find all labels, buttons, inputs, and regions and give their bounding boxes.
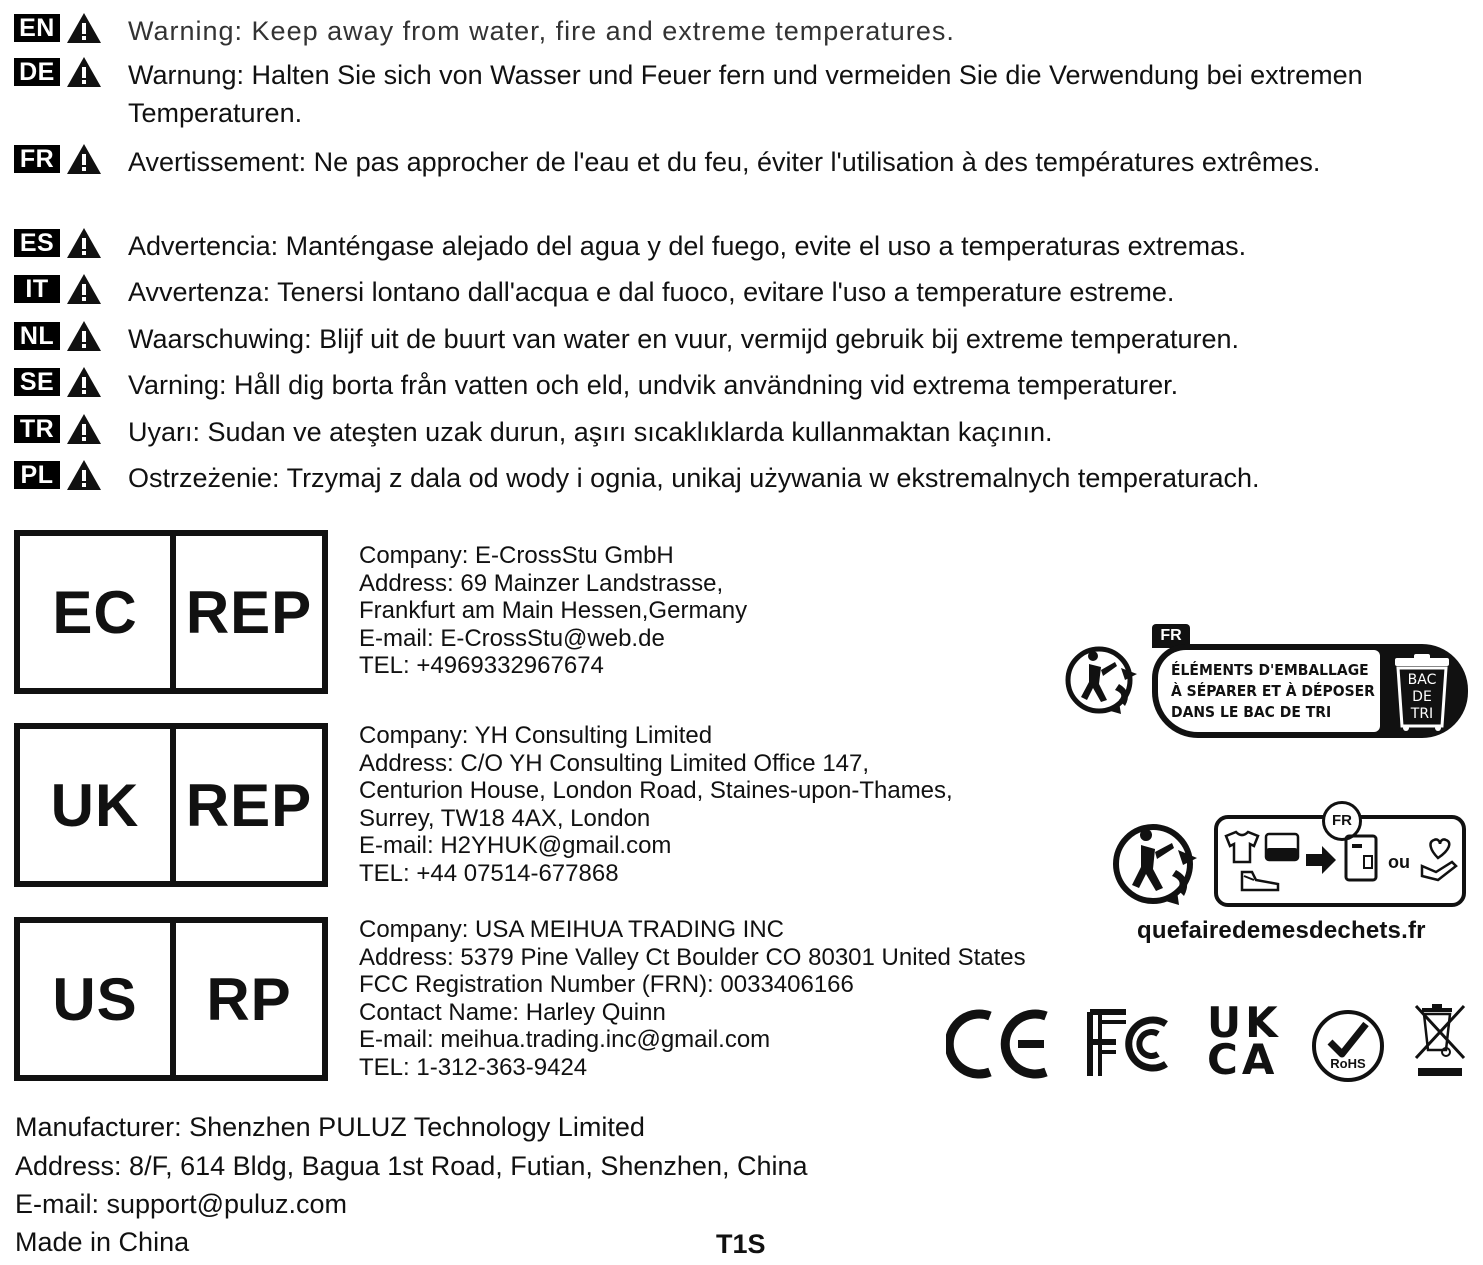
language-code-badge: DE bbox=[14, 58, 60, 86]
ukca-top: UK bbox=[1207, 998, 1282, 1047]
info-line: Company: YH Consulting Limited bbox=[359, 722, 713, 749]
info-line: TEL: +4969332967674 bbox=[359, 652, 604, 679]
info-line: Centurion House, London Road, Staines-upon-Thames, bbox=[359, 777, 953, 804]
bin-line: BAC bbox=[1407, 672, 1437, 688]
warning-text: Warnung: Halten Sie sich von Wasser und Feuer fern und vermeiden Sie die Verwendung bei extremen Temperaturen. bbox=[128, 60, 1363, 128]
info-line: Address: 5379 Pine Valley Ct Boulder CO 80301 United States bbox=[359, 943, 1026, 971]
warning-text: Advertencia: Manténgase alejado del agua y del fuego, evite el uso a temperaturas extremas. bbox=[128, 231, 1247, 261]
bin-label bbox=[1400, 672, 1444, 723]
warning-triangle-icon bbox=[66, 56, 102, 88]
warning-row bbox=[14, 143, 1468, 181]
warning-triangle-icon bbox=[66, 459, 102, 491]
ukca-bottom: CA bbox=[1207, 1035, 1279, 1084]
ec-rep-box bbox=[14, 530, 328, 694]
warning-text: Ostrzeżenie: Trzymaj z dala od wody i ognia, unikaj używania w ekstremalnych temperaturach. bbox=[128, 463, 1260, 493]
language-code-badge: TR bbox=[14, 415, 60, 443]
language-code-badge: IT bbox=[14, 275, 60, 303]
fcc-mark-icon bbox=[1086, 1008, 1174, 1080]
warning-row bbox=[14, 413, 1468, 451]
info-line: E-mail: H2YHUK@gmail.com bbox=[359, 832, 672, 859]
badge-line: DANS LE BAC DE TRI bbox=[1171, 703, 1332, 721]
warning-triangle-icon bbox=[66, 227, 102, 259]
info-line: Surrey, TW18 4AX, London bbox=[359, 804, 651, 832]
triman-recycle-icon bbox=[1111, 818, 1207, 914]
rep-label-left: US bbox=[20, 923, 176, 1075]
warning-row bbox=[14, 459, 1468, 497]
warning-text: Uyarı: Sudan ve ateşten uzak durun, aşırı sıcaklıklarda kullanmaktan kaçının. bbox=[128, 417, 1053, 447]
language-code-badge: EN bbox=[14, 14, 60, 42]
ce-text: CE bbox=[946, 1008, 948, 1009]
textile-items-icon bbox=[1222, 828, 1462, 898]
manufacturer-line: Manufacturer: Shenzhen PULUZ Technology Limited bbox=[15, 1112, 645, 1142]
info-line: TEL: 1-312-363-9424 bbox=[359, 1053, 588, 1081]
or-label: ou bbox=[1388, 852, 1410, 872]
warning-row bbox=[14, 12, 1468, 50]
info-line: Company: USA MEIHUA TRADING INC bbox=[359, 916, 784, 943]
warning-row bbox=[14, 56, 1468, 132]
warning-triangle-icon bbox=[66, 273, 102, 305]
language-code-badge: PL bbox=[14, 461, 60, 489]
info-line: Contact Name: Harley Quinn bbox=[359, 998, 666, 1026]
weee-bin-icon bbox=[1412, 1002, 1470, 1082]
warning-triangle-icon bbox=[66, 366, 102, 398]
warning-row bbox=[14, 227, 1468, 265]
badge-line: ÉLÉMENTS D'EMBALLAGE bbox=[1171, 661, 1369, 679]
rep-label-right: RP bbox=[206, 965, 292, 1033]
rohs-text: RoHS bbox=[1330, 1056, 1366, 1071]
rep-label-left: EC bbox=[20, 536, 176, 688]
info-line: Company: E-CrossStu GmbH bbox=[359, 542, 674, 569]
info-line: FCC Registration Number (FRN): 0033406166 bbox=[359, 971, 854, 998]
uk-rep-info bbox=[359, 722, 953, 887]
sorting-instructions bbox=[1171, 660, 1375, 723]
warning-text: Avertissement: Ne pas approcher de l'eau et du feu, éviter l'utilisation à des températures extrêmes. bbox=[128, 147, 1321, 177]
language-code-badge: SE bbox=[14, 368, 60, 396]
warning-triangle-icon bbox=[66, 12, 102, 44]
rep-label-right: REP bbox=[185, 578, 313, 646]
fc-text: FC bbox=[1086, 1008, 1088, 1009]
warning-text: Avvertenza: Tenersi lontano dall'acqua e dal fuoco, evitare l'uso a temperature estreme. bbox=[128, 277, 1175, 307]
warning-text: Varning: Håll dig borta från vatten och eld, undvik användning vid extrema temperaturer. bbox=[128, 370, 1179, 400]
warning-row bbox=[14, 366, 1468, 404]
bin-line: TRI bbox=[1410, 706, 1434, 722]
warning-row bbox=[14, 273, 1468, 311]
rep-label-left: UK bbox=[20, 729, 176, 881]
language-code-badge: NL bbox=[14, 322, 60, 350]
warning-text: Warning: Keep away from water, fire and extreme temperatures. bbox=[128, 16, 955, 46]
email-line: E-mail: support@puluz.com bbox=[15, 1189, 348, 1219]
model-number: T1S bbox=[716, 1229, 766, 1259]
fr-tab: FR bbox=[1152, 624, 1190, 648]
us-rp-box bbox=[14, 917, 328, 1081]
badge-line: À SÉPARER ET À DÉPOSER bbox=[1171, 682, 1375, 700]
bin-line: DE bbox=[1412, 689, 1432, 705]
fr-circle: FR bbox=[1322, 801, 1362, 841]
info-line: E-mail: E-CrossStu@web.de bbox=[359, 624, 665, 652]
triman-recycle-icon bbox=[1063, 640, 1145, 722]
warning-row bbox=[14, 320, 1468, 358]
language-code-badge: ES bbox=[14, 229, 60, 257]
info-line: Frankfurt am Main Hessen,Germany bbox=[359, 597, 748, 624]
info-website: quefairedemesdechets.fr bbox=[1137, 917, 1426, 944]
origin-line: Made in China bbox=[15, 1227, 190, 1257]
ce-mark-icon bbox=[946, 1008, 1048, 1080]
ec-rep-info bbox=[359, 542, 747, 680]
warning-triangle-icon bbox=[66, 413, 102, 445]
ukca-mark bbox=[1207, 998, 1282, 1084]
uk-rep-box bbox=[14, 723, 328, 887]
warning-triangle-icon bbox=[66, 143, 102, 175]
info-line: E-mail: meihua.trading.inc@gmail.com bbox=[359, 1026, 771, 1053]
info-line: TEL: +44 07514-677868 bbox=[359, 859, 619, 887]
us-rp-info bbox=[359, 916, 1026, 1081]
rohs-mark-icon bbox=[1310, 1008, 1386, 1084]
rep-label-right: REP bbox=[185, 771, 313, 839]
language-code-badge: FR bbox=[14, 145, 60, 173]
info-line: Address: 69 Mainzer Landstrasse, bbox=[359, 569, 724, 597]
address-line: Address: 8/F, 614 Bldg, Bagua 1st Road, Futian, Shenzhen, China bbox=[15, 1151, 808, 1181]
info-line: Address: C/O YH Consulting Limited Office 147, bbox=[359, 749, 870, 777]
warning-text: Waarschuwing: Blijf uit de buurt van water en vuur, vermijd gebruik bij extreme temperaturen. bbox=[128, 324, 1240, 354]
warning-triangle-icon bbox=[66, 320, 102, 352]
